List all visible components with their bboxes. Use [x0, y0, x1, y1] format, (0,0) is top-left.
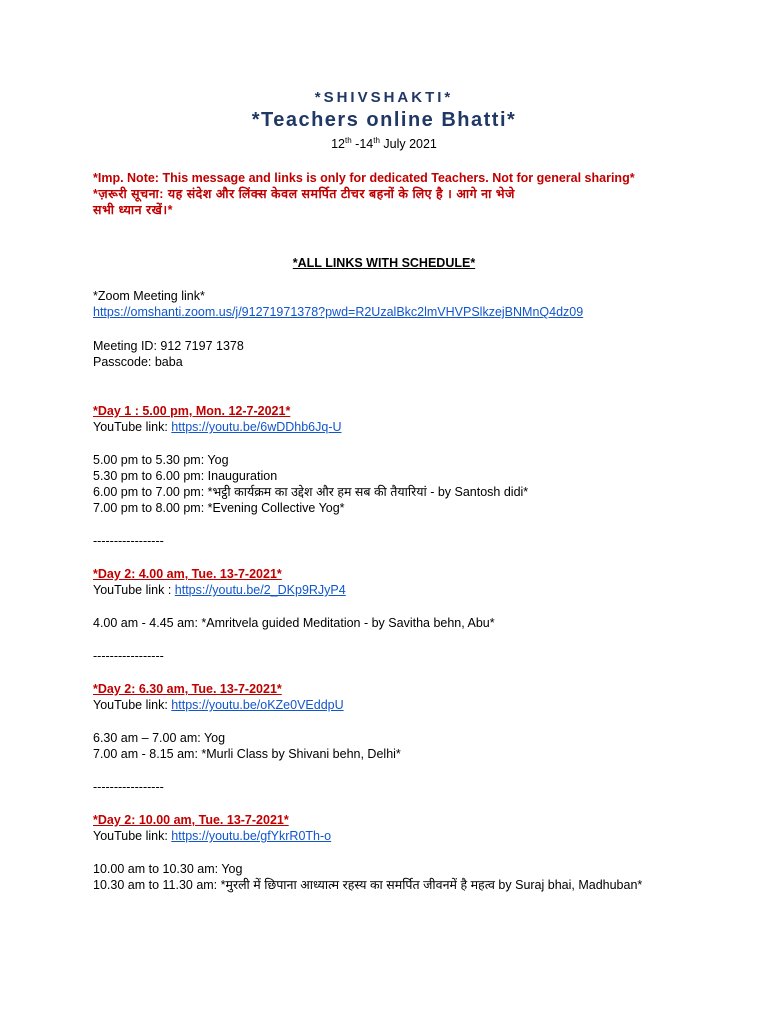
schedule-item: 7.00 am - 8.15 am: *Murli Class by Shivani behn, Delhi*: [93, 747, 401, 761]
youtube-label: YouTube link:: [93, 420, 172, 434]
schedule-item: 10.30 am to 11.30 am: *मुरली में छिपाना आध्यात्म रहस्य का समर्पित जीवनमें है महत्व by Suraj bhai, Madhuban*: [93, 878, 643, 892]
zoom-link[interactable]: https://omshanti.zoom.us/j/91271971378?pwd=R2UzalBkc2lmVHVPSlkzejBNMnQ4dz09: [93, 305, 584, 319]
youtube-link[interactable]: https://youtu.be/gfYkrR0Th-o: [171, 829, 332, 843]
youtube-label: YouTube link :: [93, 583, 175, 597]
separator: -----------------: [93, 780, 164, 794]
youtube-line: [93, 582, 346, 598]
session-heading: *Day 2: 4.00 am, Tue. 13-7-2021*: [93, 567, 282, 581]
schedule-heading: *ALL LINKS WITH SCHEDULE*: [292, 256, 476, 270]
youtube-label: YouTube link:: [93, 829, 172, 843]
passcode: Passcode: baba: [93, 355, 183, 369]
important-note: *Imp. Note: This message and links is only for dedicated Teachers. Not for general sharing*: [93, 171, 635, 185]
youtube-line: [93, 828, 331, 844]
doc-subtitle: *Teachers online Bhatti*: [251, 109, 517, 131]
youtube-link[interactable]: https://youtu.be/2_DKp9RJyP4: [174, 583, 346, 597]
youtube-label: YouTube link:: [93, 698, 172, 712]
schedule-item: 7.00 pm to 8.00 pm: *Evening Collective Yog*: [93, 501, 345, 515]
meeting-id: Meeting ID: 912 7197 1378: [93, 339, 244, 353]
schedule-item: 5.00 pm to 5.30 pm: Yog: [93, 453, 229, 467]
youtube-line: [93, 697, 344, 713]
schedule-item: 5.30 pm to 6.00 pm: Inauguration: [93, 469, 278, 483]
important-note-hindi-1: *ज़रूरी सूचना: यह संदेश और लिंक्स केवल समर्पित टीचर बहनों के लिए है । आगे ना भेजे: [93, 187, 515, 201]
separator: -----------------: [93, 649, 164, 663]
zoom-label: *Zoom Meeting link*: [93, 289, 205, 303]
schedule-item: 6.30 am – 7.00 am: Yog: [93, 731, 226, 745]
session-heading: *Day 2: 10.00 am, Tue. 13-7-2021*: [93, 813, 289, 827]
session-heading: *Day 2: 6.30 am, Tue. 13-7-2021*: [93, 682, 282, 696]
youtube-link[interactable]: https://youtu.be/6wDDhb6Jq-U: [171, 420, 342, 434]
separator: -----------------: [93, 534, 164, 548]
youtube-line: [93, 419, 342, 435]
schedule-item: 6.00 pm to 7.00 pm: *भट्ठी कार्यक्रम का उद्देश और हम सब की तैयारियां - by Santosh didi*: [93, 485, 529, 499]
session-heading: *Day 1 : 5.00 pm, Mon. 12-7-2021*: [93, 404, 291, 418]
bhatti-dates: 12th -14th July 2021: [331, 136, 437, 152]
youtube-link[interactable]: https://youtu.be/oKZe0VEddpU: [171, 698, 344, 712]
schedule-item: 10.00 am to 10.30 am: Yog: [93, 862, 243, 876]
important-note-hindi-2: सभी ध्यान रखें।*: [93, 203, 173, 217]
doc-title: *SHIVSHAKTI*: [314, 89, 454, 106]
schedule-item: 4.00 am - 4.45 am: *Amritvela guided Meditation - by Savitha behn, Abu*: [93, 616, 495, 630]
